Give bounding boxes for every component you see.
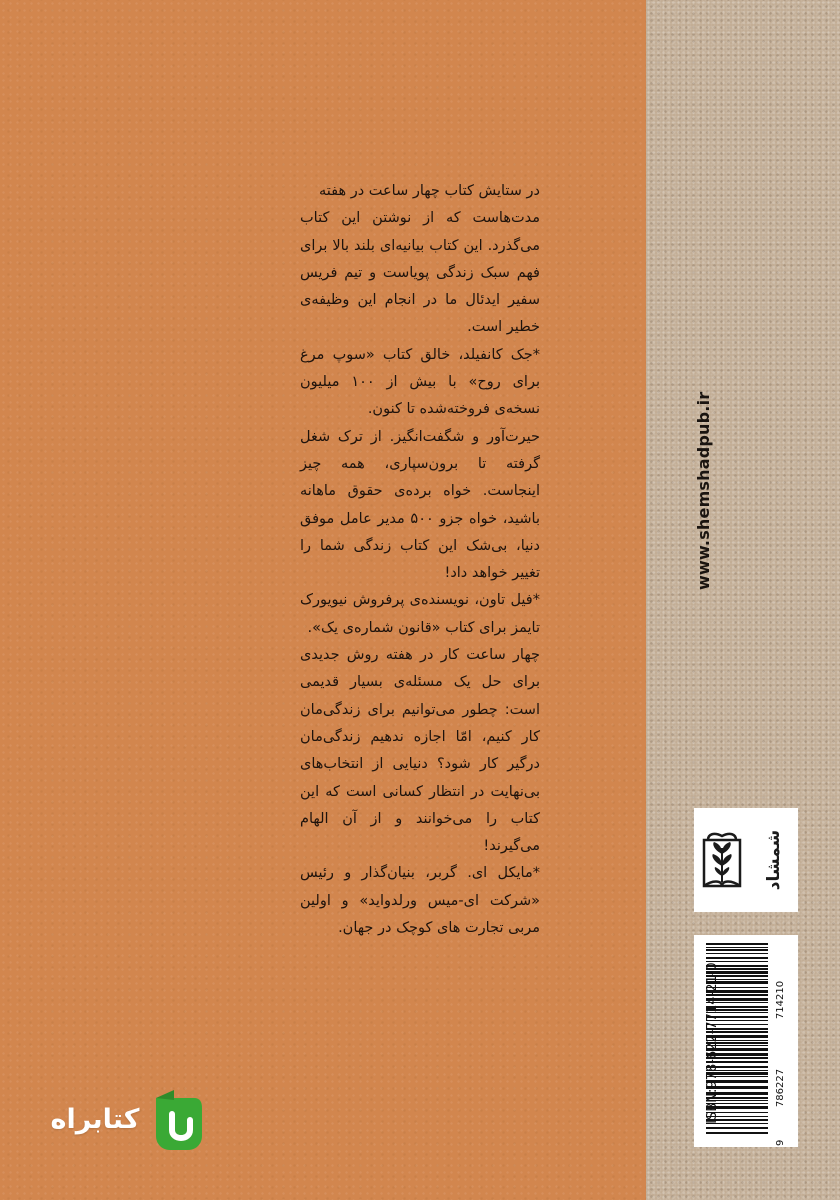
publisher-logo-label: شمشاد: [764, 829, 784, 891]
blurb-quote: چهار ساعت کار در هفته روش جدیدی برای حل یک مسئله‌ی بسیار قدیمی است: چطور می‌توانیم برای زندگی‌مان کار کنیم، امّا اجازه ندهیم زندگی‌مان درگیر کار شود؟ دنیایی از انتخاب‌های بی‌نهایت در انتظار کسانی است که این کتاب را می‌خوانند و از آن الهام می‌گیرند!: [300, 647, 540, 855]
book-plant-icon: [694, 808, 798, 912]
publisher-logo: [694, 808, 798, 912]
blurb-quote: مدت‌هاست که از نوشتن این کتاب می‌گذرد. این کتاب بیانیه‌ای بلند بالا برای فهم سبک زندگی پویاست و تیم فریس سفیر ایدئال ما در انجام این وظیفه‌ی خطیر است.: [300, 210, 540, 336]
blurb-quote: حیرت‌آور و شگفت‌انگیز. از ترک شغل گرفته تا برون‌سپاری، همه چیز اینجاست. خواه برده‌ی حقوق ماهانه باشید، خواه جزو ۵۰۰ مدیر عامل موفق دنیا، بی‌شک این کتاب زندگی شما را تغییر خواهد داد!: [300, 428, 540, 582]
ketabrah-watermark: [40, 1090, 208, 1154]
barcode-digit-group: 9: [775, 1139, 786, 1146]
blurb-heading: در ستایش کتاب چهار ساعت در هفته: [318, 183, 540, 199]
publisher-website[interactable]: www.shemshadpub.ir: [694, 391, 713, 590]
store-name: کتابراه: [50, 1104, 140, 1135]
praise-blurb: [300, 178, 540, 937]
blurb-attribution: *فیل تاون، نویسنده‌ی پرفروش نیویورک تایمز برای کتاب «قانون شماره‌ی یک».: [300, 592, 540, 636]
isbn-number: ISBN:978-622-7714-21-0: [705, 962, 720, 1124]
ketabrah-logo-icon: [150, 1090, 208, 1154]
barcode-digit-group: 714210: [775, 980, 786, 1020]
blurb-attribution: *مایکل ای. گربر، بنیان‌گذار و رئیس «شرکت ای-میس ورلدواید» و اولین مربی تجارت های کوچک در جهان.: [300, 865, 540, 937]
blurb-attribution: *جک کانفیلد، خالق کتاب «سوپ مرغ برای روح» با بیش از ۱۰۰ میلیون نسخه‌ی فروخته‌شده تا کنون.: [300, 346, 540, 418]
barcode-digit-group: 786227: [775, 1068, 786, 1108]
barcode-digits: [774, 940, 788, 1146]
